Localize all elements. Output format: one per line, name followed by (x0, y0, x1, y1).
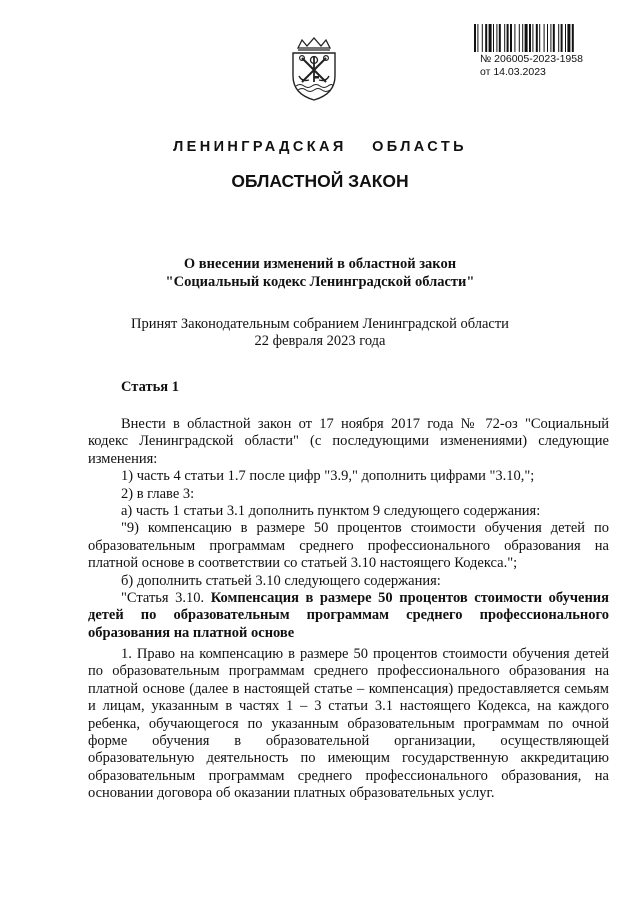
amendment-item-1: 1) часть 4 статьи 1.7 после цифр "3.9," дополнить цифрами "3.10,"; (121, 468, 535, 485)
new-article-heading (88, 590, 609, 642)
article-intro: Внести в областной закон от 17 ноября 2017 года № 72-оз "Социальный кодекс Ленинградской области" (с последующими изменениями) следующие изменения: (88, 416, 609, 467)
amendment-item-2: 2) в главе 3: (121, 485, 195, 502)
registration-number: № 206005-2023-1958 (480, 53, 583, 65)
adoption-date: 22 февраля 2023 года (254, 333, 386, 349)
amendment-item-2b: б) дополнить статьей 3.10 следующего содержания: (121, 572, 441, 589)
document-title-line-1: О внесении изменений в областной закон (183, 256, 457, 272)
amendment-item-2a: а) часть 1 статьи 3.1 дополнить пунктом 9 следующего содержания: (121, 503, 541, 520)
new-article-title: Компенсация в размере 50 процентов стоимости обучения детей по образовательным программам среднего профессионального образования на платной основе (88, 590, 610, 641)
region-name: ЛЕНИНГРАДСКАЯ ОБЛАСТЬ (173, 139, 467, 155)
article-body (88, 416, 609, 642)
coat-of-arms-emblem (285, 36, 343, 102)
barcode (474, 24, 610, 52)
document-title-line-2: "Социальный кодекс Ленинградской области" (165, 274, 475, 290)
new-article-body (88, 646, 609, 803)
registration-date: от 14.03.2023 (480, 66, 546, 78)
article-heading: Статья 1 (121, 379, 179, 395)
adoption-statement: Принят Законодательным собранием Ленинградской области (131, 316, 509, 332)
new-article-number: "Статья 3.10. (121, 590, 211, 607)
new-article-paragraph-1: 1. Право на компенсацию в размере 50 процентов стоимости обучения детей по образовательным программам среднего профессионального образования на платной основе (далее в настоящей статье – компенсация) предоставляется семьям и лицам, указанным в частях 1 – 3 статьи 3.1 настоящего Кодекса, на каждого ребенка, обучающегося по указанным образовательным программам по очной форме обучения в образовательной организации, осуществляющей образовательную деятельность по имеющим государственную аккредитацию образовательным программам среднего профессионального образования, на основании договора об оказании платных образовательных услуг. (88, 646, 609, 802)
quoted-point-9: "9) компенсацию в размере 50 процентов стоимости обучения детей по образовательным программам среднего профессионального образования на платной основе в соответствии со статьей 3.10 настоящего Кодекса."; (88, 520, 609, 572)
law-type-heading: ОБЛАСТНОЙ ЗАКОН (231, 171, 409, 191)
